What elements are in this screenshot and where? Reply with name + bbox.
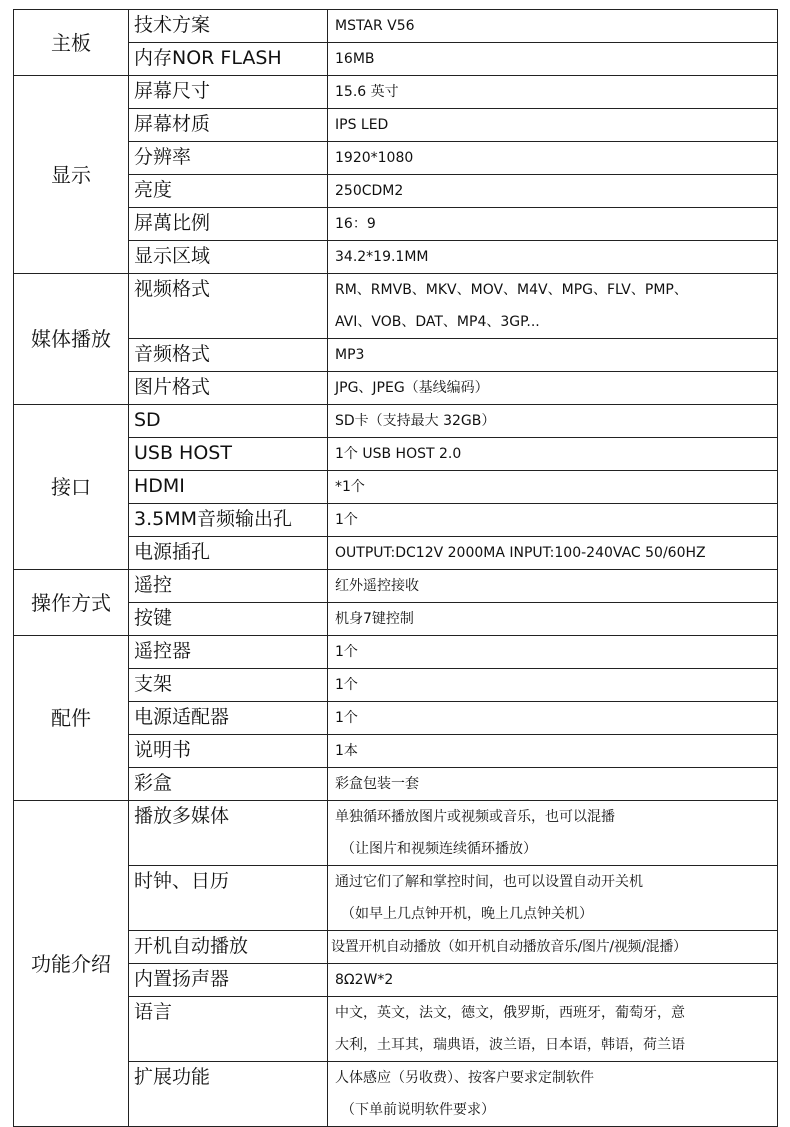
item-label: 支架 <box>129 669 328 702</box>
item-label: 屏幕材质 <box>129 109 328 142</box>
item-value <box>328 504 778 537</box>
value-line: 1个 <box>335 710 358 726</box>
category-cell: 操作方式 <box>14 570 129 636</box>
item-label: 时钟、日历 <box>129 866 328 931</box>
item-label: 3.5MM音频输出孔 <box>129 504 328 537</box>
item-label: 按键 <box>129 603 328 636</box>
value-line: SD卡（支持最大 32GB） <box>335 413 496 429</box>
table-row <box>14 603 778 636</box>
value-line: AVI、VOB、DAT、MP4、3GP... <box>335 314 540 330</box>
table-row <box>14 801 778 866</box>
value-line: RM、RMVB、MKV、MOV、M4V、MPG、FLV、PMP、 <box>335 282 688 298</box>
item-value <box>328 669 778 702</box>
table-row <box>14 931 778 964</box>
value-line: （让图片和视频连续循环播放） <box>341 841 537 857</box>
item-label: 音频格式 <box>129 339 328 372</box>
table-row <box>14 142 778 175</box>
value-line: 1个 <box>335 677 358 693</box>
table-row <box>14 570 778 603</box>
value-line: 1920*1080 <box>335 150 414 166</box>
item-label: 播放多媒体 <box>129 801 328 866</box>
item-label: 说明书 <box>129 735 328 768</box>
item-value <box>328 10 778 43</box>
table-row <box>14 76 778 109</box>
value-line: JPG、JPEG（基线编码） <box>335 380 489 396</box>
item-value <box>328 964 778 997</box>
category-cell: 主板 <box>14 10 129 76</box>
value-line: 红外遥控接收 <box>335 578 419 594</box>
item-value <box>328 931 778 964</box>
value-line: MP3 <box>335 347 365 363</box>
category-cell: 媒体播放 <box>14 274 129 405</box>
value-line: 34.2*19.1MM <box>335 249 429 265</box>
table-row <box>14 669 778 702</box>
item-label: 屏幕尺寸 <box>129 76 328 109</box>
item-value <box>328 43 778 76</box>
category-cell: 功能介绍 <box>14 801 129 1127</box>
table-row <box>14 339 778 372</box>
item-label: 技术方案 <box>129 10 328 43</box>
item-value <box>328 109 778 142</box>
spec-table <box>13 9 778 1127</box>
value-line: 1本 <box>335 743 358 759</box>
table-row <box>14 768 778 801</box>
item-label: 遥控器 <box>129 636 328 669</box>
item-value <box>328 274 778 339</box>
value-line: 16MB <box>335 51 375 67</box>
item-value <box>328 603 778 636</box>
item-label: 显示区域 <box>129 241 328 274</box>
value-line: IPS LED <box>335 117 389 133</box>
table-row <box>14 274 778 339</box>
table-row <box>14 10 778 43</box>
table-row <box>14 405 778 438</box>
item-label: 内存NOR FLASH <box>129 43 328 76</box>
item-label: 电源插孔 <box>129 537 328 570</box>
item-label: 内置扬声器 <box>129 964 328 997</box>
item-value <box>328 76 778 109</box>
category-cell: 接口 <box>14 405 129 570</box>
value-line: （下单前说明软件要求） <box>341 1102 495 1118</box>
value-line: 中文，英文，法文，德文，俄罗斯，西班牙，葡萄牙，意 <box>335 1005 685 1021</box>
value-line: 单独循环播放图片或视频或音乐，也可以混播 <box>335 809 615 825</box>
item-label: 扩展功能 <box>129 1062 328 1127</box>
table-row <box>14 43 778 76</box>
category-cell: 配件 <box>14 636 129 801</box>
item-value <box>328 438 778 471</box>
item-label: HDMI <box>129 471 328 504</box>
item-label: 开机自动播放 <box>129 931 328 964</box>
value-line: 15.6 英寸 <box>335 84 399 100</box>
table-row <box>14 537 778 570</box>
value-line: （如早上几点钟开机，晚上几点钟关机） <box>341 906 593 922</box>
item-value <box>328 537 778 570</box>
value-line: 机身7键控制 <box>335 611 414 627</box>
value-line: 人体感应（另收费）、按客户要求定制软件 <box>335 1070 594 1086</box>
item-label: 图片格式 <box>129 372 328 405</box>
item-label: 电源适配器 <box>129 702 328 735</box>
item-label: 视频格式 <box>129 274 328 339</box>
item-label: 语言 <box>129 997 328 1062</box>
item-value <box>328 636 778 669</box>
table-row <box>14 735 778 768</box>
item-value <box>328 702 778 735</box>
item-value <box>328 405 778 438</box>
item-label: USB HOST <box>129 438 328 471</box>
item-label: 屏萬比例 <box>129 208 328 241</box>
value-line: 250CDM2 <box>335 183 404 199</box>
item-value <box>328 735 778 768</box>
item-label: 亮度 <box>129 175 328 208</box>
item-value <box>328 208 778 241</box>
value-line: 1个 <box>335 512 358 528</box>
value-line: OUTPUT:DC12V 2000MA INPUT:100-240VAC 50/60HZ <box>335 545 706 561</box>
value-line: MSTAR V56 <box>335 18 415 34</box>
table-row <box>14 964 778 997</box>
table-row <box>14 866 778 931</box>
table-row <box>14 504 778 537</box>
table-row <box>14 1062 778 1127</box>
table-row <box>14 438 778 471</box>
item-value <box>328 471 778 504</box>
value-line: 8Ω2W*2 <box>335 972 394 988</box>
item-value <box>328 372 778 405</box>
item-value <box>328 241 778 274</box>
value-line: 16：9 <box>335 216 376 232</box>
item-value <box>328 570 778 603</box>
value-line: 1个 USB HOST 2.0 <box>335 446 462 462</box>
table-row <box>14 702 778 735</box>
item-value <box>328 1062 778 1127</box>
item-value <box>328 142 778 175</box>
table-row <box>14 471 778 504</box>
category-cell: 显示 <box>14 76 129 274</box>
table-row <box>14 175 778 208</box>
table-row <box>14 109 778 142</box>
table-row <box>14 208 778 241</box>
value-line: 彩盒包装一套 <box>335 776 419 792</box>
value-line: 通过它们了解和掌控时间，也可以设置自动开关机 <box>335 874 643 890</box>
item-label: 彩盒 <box>129 768 328 801</box>
table-row <box>14 636 778 669</box>
item-value <box>328 801 778 866</box>
value-line: 大利，土耳其，瑞典语，波兰语，日本语，韩语，荷兰语 <box>335 1037 685 1053</box>
value-line: 1个 <box>335 644 358 660</box>
item-value <box>328 339 778 372</box>
value-line: *1个 <box>335 479 365 495</box>
spec-table-body <box>14 10 778 1127</box>
item-value <box>328 768 778 801</box>
table-row <box>14 372 778 405</box>
item-label: 分辨率 <box>129 142 328 175</box>
item-value <box>328 175 778 208</box>
item-value <box>328 997 778 1062</box>
table-row <box>14 241 778 274</box>
item-label: 遥控 <box>129 570 328 603</box>
table-row <box>14 997 778 1062</box>
item-label: SD <box>129 405 328 438</box>
item-value <box>328 866 778 931</box>
value-line: 设置开机自动播放（如开机自动播放音乐/图片/视频/混播） <box>331 939 687 955</box>
